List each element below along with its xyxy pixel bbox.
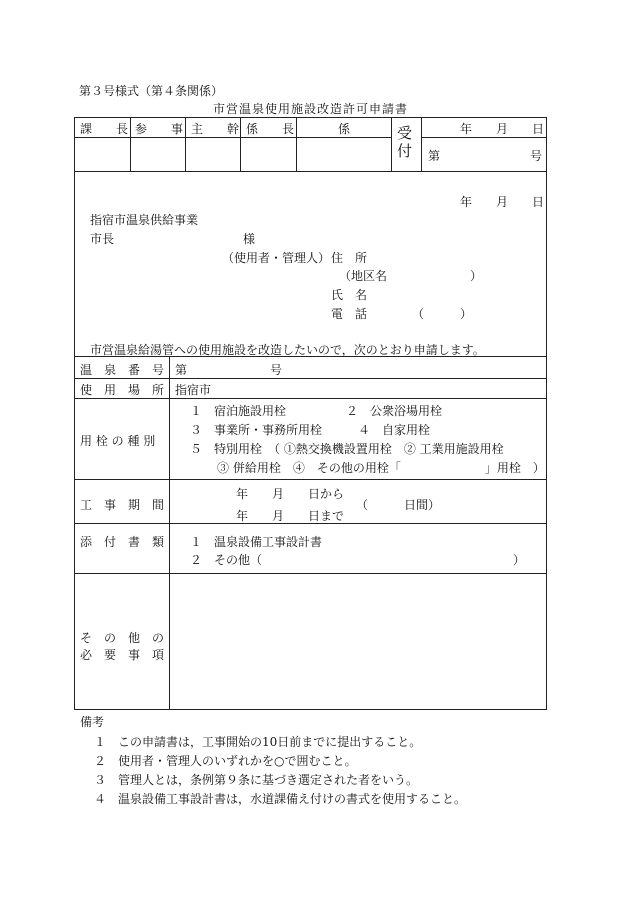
onsen-number-prefix: 第	[175, 363, 188, 377]
attachment-item2-close: ）	[513, 553, 526, 567]
period-label: 工 事 期 間	[80, 498, 165, 512]
period-to[interactable]: 年 月 日まで	[236, 509, 345, 523]
address-label: 住 所	[331, 251, 368, 265]
reception-number-suffix: 号	[530, 149, 543, 163]
addressee-line2: 市長	[90, 232, 115, 246]
stamp-cell-kakari[interactable]	[297, 138, 391, 171]
phone-paren: （ ）	[412, 307, 473, 321]
other-content-area[interactable]	[171, 575, 545, 708]
role-sanji: 参 事	[135, 122, 184, 136]
plug-type-line3[interactable]: ５ 特別用栓 （ ①熱交換機設置用栓 ② 工業用施設用栓	[190, 442, 504, 456]
onsen-number-label: 温 泉 番 号	[80, 363, 165, 377]
notes-title: 備考	[80, 715, 105, 729]
attachment-item1: １ 温泉設備工事設計書	[190, 535, 323, 549]
name-label: 氏 名	[331, 288, 368, 302]
note-item-3: ３ 管理人とは，条例第９条に基づき選定された者をいう。	[94, 773, 419, 787]
attachments-label: 添 付 書 類	[80, 535, 165, 549]
district-label: （地区名	[339, 269, 388, 283]
note-item-2: ２ 使用者・管理人のいずれかを○で囲むこと。	[94, 754, 357, 768]
reception-label: 受付	[397, 124, 413, 160]
plug-type-line2[interactable]: ３ 事業所・事務所用栓 ４ 自家用栓	[190, 423, 431, 437]
role-kakari: 係	[337, 122, 350, 136]
addressee-line1: 指宿市温泉供給事業	[90, 213, 199, 227]
period-days[interactable]: （ 日間）	[356, 498, 441, 512]
stamp-cell-kacho[interactable]	[75, 138, 130, 171]
plug-type-label: 用 栓 の 種 別	[80, 434, 156, 448]
role-kacho: 課 長	[80, 122, 129, 136]
period-from[interactable]: 年 月 日から	[236, 487, 345, 501]
application-date[interactable]: 年 月 日	[460, 195, 545, 209]
reception-date: 年 月 日	[460, 122, 545, 136]
other-label-line1: そ の 他 の	[80, 631, 165, 645]
attachment-item2[interactable]: ２ その他（	[190, 553, 263, 567]
other-label-line2: 必 要 事 項	[80, 648, 165, 662]
district-close: ）	[470, 269, 483, 283]
location-label: 使 用 場 所	[80, 383, 165, 397]
note-item-4: ４ 温泉設備工事設計書は，水道課備え付けの書式を使用すること。	[94, 792, 467, 806]
stamp-cell-kakaricho[interactable]	[241, 138, 296, 171]
stamp-cell-shukan[interactable]	[186, 138, 240, 171]
application-statement: 市営温泉給湯管への使用施設を改造したいので，次のとおり申請します。	[90, 343, 485, 357]
plug-type-line4[interactable]: ③ 併給用栓 ④ その他の用栓「 」用栓 ）	[217, 461, 545, 475]
plug-type-line1[interactable]: １ 宿泊施設用栓 ２ 公衆浴場用栓	[190, 404, 443, 418]
form-number: 第３号様式（第４条関係）	[79, 84, 224, 98]
applicant-role[interactable]: （使用者・管理人）	[222, 251, 331, 265]
phone-label: 電 話	[331, 307, 368, 321]
reception-number-prefix: 第	[428, 149, 441, 163]
stamp-cell-sanji[interactable]	[131, 138, 185, 171]
form-title: 市営温泉使用施設改造許可申請書	[213, 102, 409, 116]
note-item-1: １ この申請書は，工事開始の10日前までに提出すること。	[94, 735, 422, 749]
location-value[interactable]: 指宿市	[175, 383, 212, 397]
role-kakaricho: 係 長	[246, 122, 295, 136]
addressee-honorific: 様	[243, 232, 256, 246]
role-shukan: 主 幹	[191, 122, 240, 136]
onsen-number-suffix: 号	[270, 363, 283, 377]
